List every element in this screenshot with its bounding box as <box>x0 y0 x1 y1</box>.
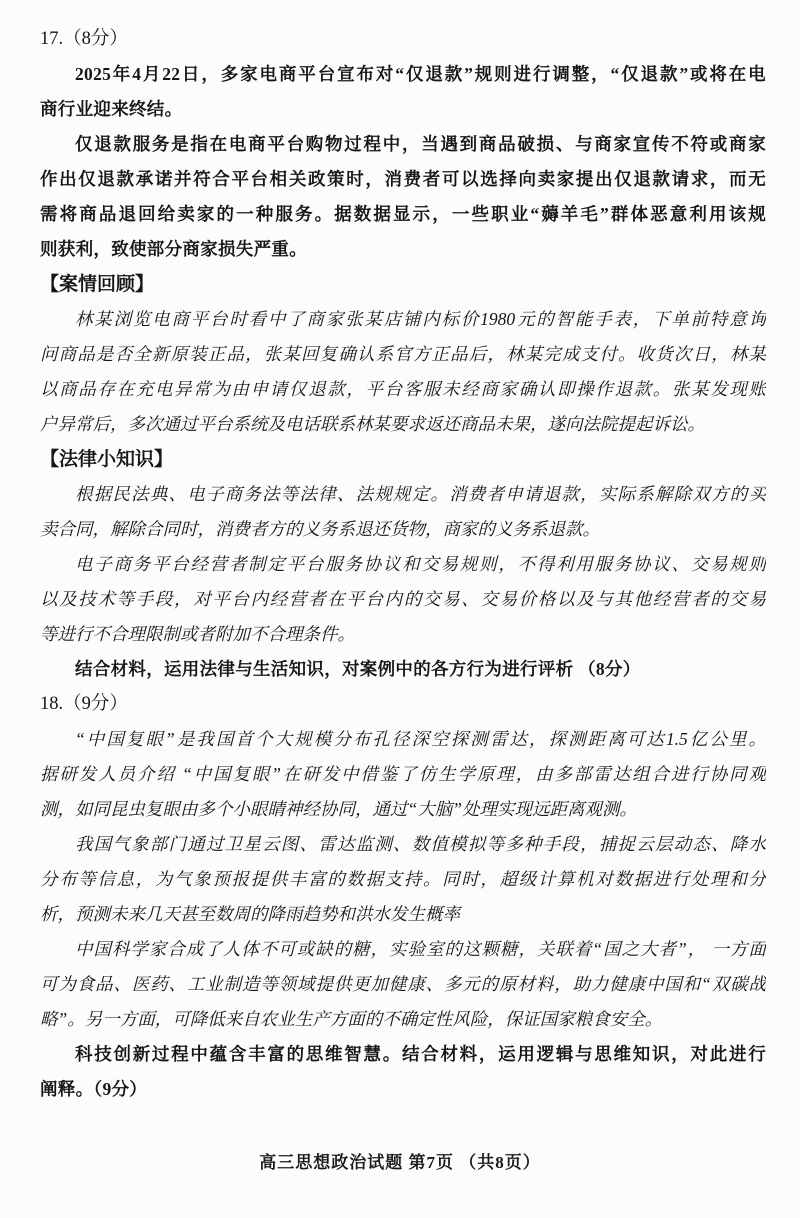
text-line: 可为食品、医药、工业制造等领域提供更加健康、多元的原材料，助力健康中国和“双碳战 <box>40 974 766 994</box>
text-line: 问商品是否全新原装正品，张某回复确认系官方正品后，林某完成支付。收货次日，林某 <box>40 344 766 364</box>
text-line: 分布等信息，为气象预报提供丰富的数据支持。同时，超级计算机对数据进行处理和分 <box>40 869 766 889</box>
q17-prompt <box>40 652 766 687</box>
text-line: 以商品存在充电异常为由申请仅退款，平台客服未经商家确认即操作退款。张某发现账 <box>40 379 766 399</box>
text-line: 电子商务平台经营者制定平台服务协议和交易规则，不得利用服务协议、交易规则 <box>75 554 766 574</box>
q17-intro-paragraph-1 <box>40 57 766 127</box>
text-line: 测，如同昆虫复眼由多个小眼睛神经协同，通过“大脑”处理实现远距离观测。 <box>40 799 637 819</box>
text-line: 则获利，致使部分商家损失严重。 <box>40 239 307 259</box>
text-line: 根据民法典、电子商务法等法律、法规规定。消费者申请退款，实际系解除双方的买 <box>75 484 766 504</box>
text-line: 商行业迎来终结。 <box>40 99 183 119</box>
text-line: 17.（8分） <box>40 29 128 49</box>
text-line: 等进行不合理限制或者附加不合理条件。 <box>40 624 355 644</box>
text-line: 【案情回顾】 <box>40 274 155 295</box>
q18-material-paragraph-2 <box>40 827 766 932</box>
q18-number <box>40 687 766 722</box>
text-line: 林某浏览电商平台时看中了商家张某店铺内标价1980元的智能手表，下单前特意询 <box>75 309 766 329</box>
case-review-heading <box>40 267 766 302</box>
text-line: 阐释。（9分） <box>40 1079 148 1099</box>
q17-number <box>40 22 766 57</box>
text-line: 需将商品退回给卖家的一种服务。据数据显示，一些职业“薅羊毛”群体恶意利用该规 <box>40 204 766 224</box>
text-line: 【法律小知识】 <box>40 449 174 470</box>
text-line: 科技创新过程中蕴含丰富的思维智慧。结合材料，运用逻辑与思维知识，对此进行 <box>75 1044 766 1064</box>
text-line: “中国复眼”是我国首个大规模分布孔径深空探测雷达，探测距离可达1.5亿公里。 <box>75 729 766 749</box>
legal-tips-heading <box>40 442 766 477</box>
text-line: 结合材料，运用法律与生活知识，对案例中的各方行为进行评析 （8分） <box>75 659 641 679</box>
text-line: 中国科学家合成了人体不可或缺的糖，实验室的这颗糖，关联着“国之大者”， 一方面 <box>75 939 766 959</box>
q18-prompt <box>40 1037 766 1107</box>
q18-material-paragraph-3 <box>40 932 766 1037</box>
text-line: 我国气象部门通过卫星云图、雷达监测、数值模拟等多种手段，捕捉云层动态、降水 <box>75 834 766 854</box>
q17-intro-paragraph-2 <box>40 127 766 267</box>
text-line: 据研发人员介绍 “中国复眼”在研发中借鉴了仿生学原理，由多部雷达组合进行协同观 <box>40 764 766 784</box>
text-line: 卖合同，解除合同时，消费者方的义务系退还货物，商家的义务系退款。 <box>40 519 600 539</box>
case-review-paragraph <box>40 302 766 442</box>
q18-material-paragraph-1 <box>40 722 766 827</box>
legal-tips-paragraph-2 <box>40 547 766 652</box>
text-line: 析，预测未来几天甚至数周的降雨趋势和洪水发生概率 <box>40 904 460 924</box>
text-line: 2025年4月22日，多家电商平台宣布对“仅退款”规则进行调整，“仅退款”或将在电 <box>75 64 766 84</box>
text-line: 户异常后，多次通过平台系统及电话联系林某要求返还商品未果，遂向法院提起诉讼。 <box>40 414 705 434</box>
page-footer: 高三思想政治试题 第7页 （共8页） <box>259 1153 541 1172</box>
text-line: 以及技术等手段，对平台内经营者在平台内的交易、交易价格以及与其他经营者的交易 <box>40 589 766 609</box>
text-line: 作出仅退款承诺并符合平台相关政策时，消费者可以选择向卖家提出仅退款请求，而无 <box>40 169 766 189</box>
text-line: 仅退款服务是指在电商平台购物过程中，当遇到商品破损、与商家宣传不符或商家 <box>75 134 766 154</box>
legal-tips-paragraph-1 <box>40 477 766 547</box>
text-line: 略”。另一方面，可降低来自农业生产方面的不确定性风险，保证国家粮食安全。 <box>40 1009 663 1029</box>
text-line: 18.（9分） <box>40 694 128 714</box>
